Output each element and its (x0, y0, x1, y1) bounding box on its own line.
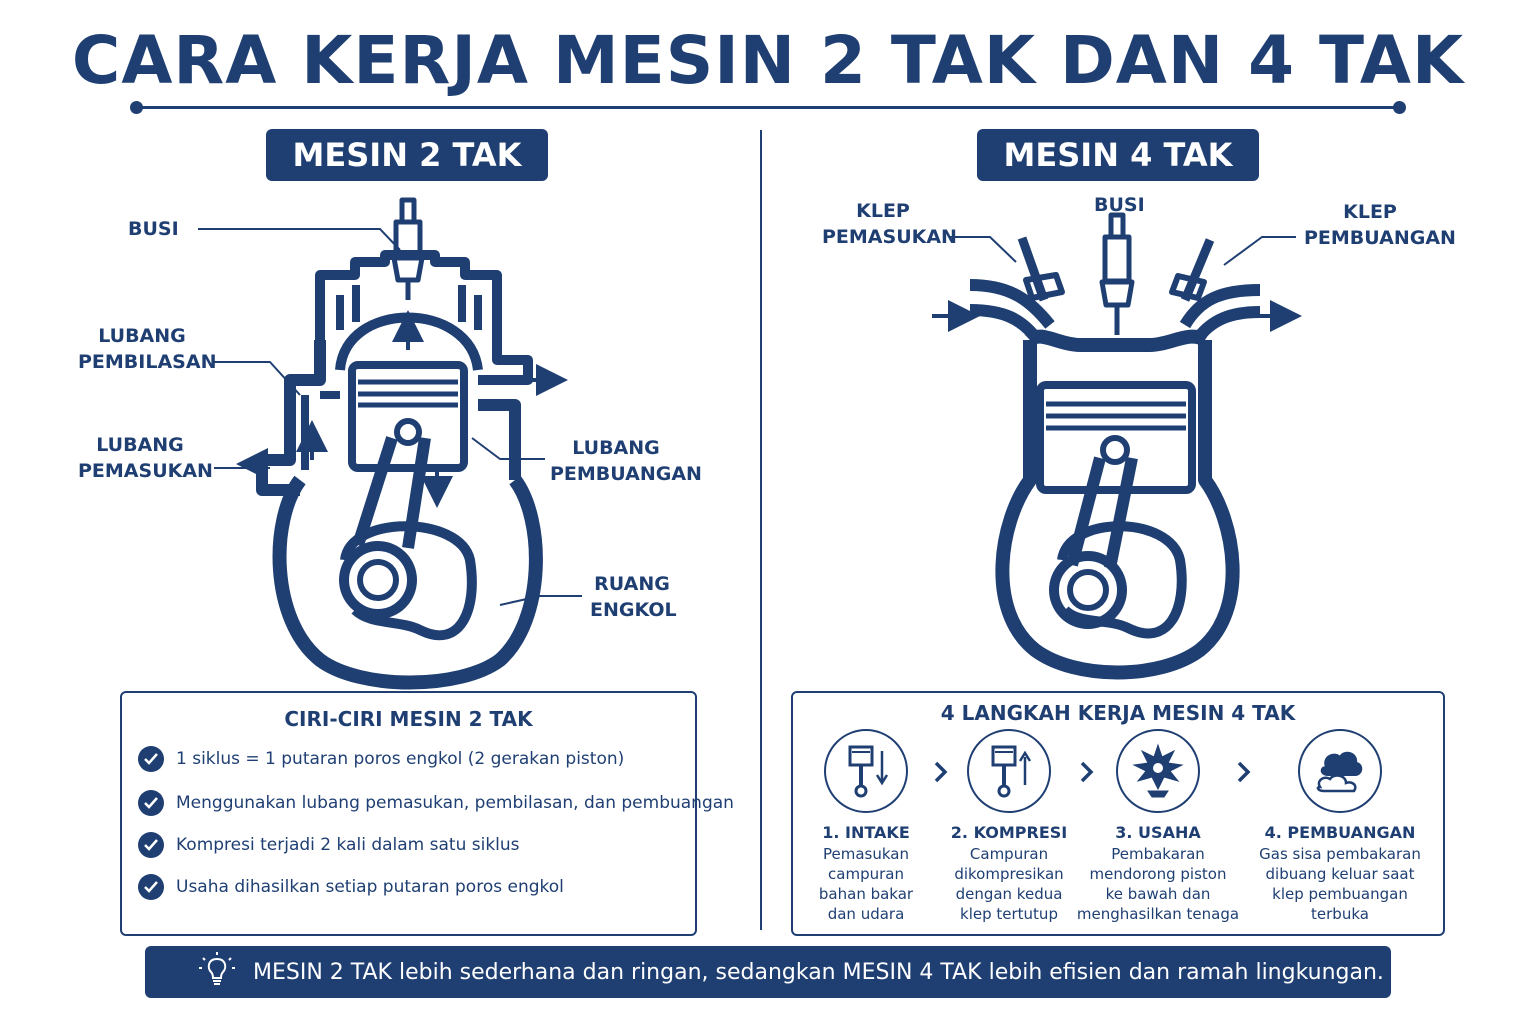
label-klep-pemasukan (822, 198, 957, 250)
label-line: RUANG (594, 573, 670, 595)
feature-text: Kompresi terjadi 2 kali dalam satu siklus (176, 835, 520, 855)
exhaust-wall (478, 405, 515, 480)
label-line: PEMASUKAN (78, 460, 213, 482)
step-desc-line: Campuran (969, 845, 1049, 863)
label-lubang-pembuangan (550, 435, 702, 487)
step-desc-line: menghasilkan tenaga (1076, 905, 1240, 923)
section-header-2tak: MESIN 2 TAK (266, 129, 548, 181)
label-line: PEMBILASAN (78, 351, 217, 373)
step-desc-line: dibuang keluar saat (1265, 865, 1415, 883)
step-usaha (1073, 729, 1243, 924)
features-box-2tak (120, 691, 734, 936)
exhaust-valve (1172, 240, 1210, 300)
two-stroke-engine (198, 200, 582, 683)
exhaust-cloud-icon (1298, 729, 1382, 813)
feature-text: Usaha dihasilkan setiap putaran poros engkol (176, 877, 564, 897)
check-icon (138, 746, 164, 772)
step-pembuangan (1255, 729, 1425, 924)
step-desc-line: campuran (828, 865, 904, 883)
step-desc-line: ke bawah dan (1105, 885, 1211, 903)
label-line: PEMASUKAN (822, 226, 957, 248)
feature-text: 1 siklus = 1 putaran poros engkol (2 gerakan piston) (176, 749, 625, 769)
four-stroke-engine (932, 215, 1296, 673)
summary-text: MESIN 2 TAK lebih sederhana dan ringan, sedangkan MESIN 4 TAK lebih efisien dan ramah lingkungan. (253, 959, 1384, 985)
page-title: CARA KERJA MESIN 2 TAK DAN 4 TAK (71, 22, 1465, 99)
label-busi-4tak: BUSI (1094, 194, 1145, 216)
cylinder-wall-right (478, 340, 528, 380)
piston-up-icon (967, 729, 1051, 813)
feature-item (138, 873, 564, 901)
step-desc (1073, 844, 1243, 924)
features-title: CIRI-CIRI MESIN 2 TAK (284, 707, 533, 731)
steps-title: 4 LANGKAH KERJA MESIN 4 TAK (940, 701, 1296, 725)
step-desc (924, 844, 1094, 924)
step-desc-line: dikompresikan (954, 865, 1064, 883)
feature-item (138, 831, 520, 859)
feature-item (138, 789, 734, 817)
label-line: ENGKOL (590, 599, 677, 621)
step-desc-line: bahan bakar (818, 885, 914, 903)
steps-box-4tak (791, 691, 1445, 936)
connecting-rod-4tak (1072, 458, 1132, 568)
step-kompresi (924, 729, 1094, 924)
step-desc-line: dan udara (827, 905, 905, 923)
step-title: 1. INTAKE (822, 823, 910, 842)
feature-item (138, 745, 624, 773)
label-line: LUBANG (572, 437, 660, 459)
label-line: KLEP (856, 200, 910, 222)
step-desc-line: mendorong piston (1089, 865, 1227, 883)
step-desc-line: dengan kedua (955, 885, 1063, 903)
step-desc-line: klep pembuangan (1272, 885, 1408, 903)
piston-down-icon (824, 729, 908, 813)
section-header-4tak: MESIN 4 TAK (977, 129, 1259, 181)
summary-banner (145, 946, 1391, 998)
step-desc-line: Gas sisa pembakaran (1259, 845, 1421, 863)
label-line: PEMBUANGAN (1304, 227, 1456, 249)
label-line: KLEP (1343, 201, 1397, 223)
cylinder-head-4tak (1030, 337, 1205, 345)
feature-text: Menggunakan lubang pemasukan, pembilasan, dan pembuangan (176, 793, 734, 813)
lightbulb-icon (197, 950, 237, 994)
label-busi-2tak: BUSI (128, 218, 179, 240)
step-desc-line: terbuka (1311, 905, 1369, 923)
label-line: PEMBUANGAN (550, 463, 702, 485)
label-ruang-engkol (590, 571, 677, 623)
label-lubang-pembilasan (78, 323, 217, 375)
step-title: 4. PEMBUANGAN (1264, 823, 1416, 842)
check-icon (138, 874, 164, 900)
step-desc-line: Pembakaran (1111, 845, 1205, 863)
step-desc-line: klep tertutup (960, 905, 1058, 923)
step-title: 3. USAHA (1115, 823, 1201, 842)
check-icon (138, 832, 164, 858)
step-desc (1255, 844, 1425, 924)
explosion-icon (1116, 729, 1200, 813)
step-title: 2. KOMPRESI (950, 823, 1068, 842)
label-lubang-pemasukan (78, 432, 213, 484)
step-desc-line: Pemasukan (823, 845, 909, 863)
chevron-right-icon (1232, 757, 1256, 787)
label-klep-pembuangan (1304, 199, 1456, 251)
label-line: LUBANG (96, 434, 184, 456)
label-line: LUBANG (98, 325, 186, 347)
check-icon (138, 790, 164, 816)
spark-plug-4tak (1102, 215, 1132, 335)
intake-valve (1022, 238, 1062, 300)
